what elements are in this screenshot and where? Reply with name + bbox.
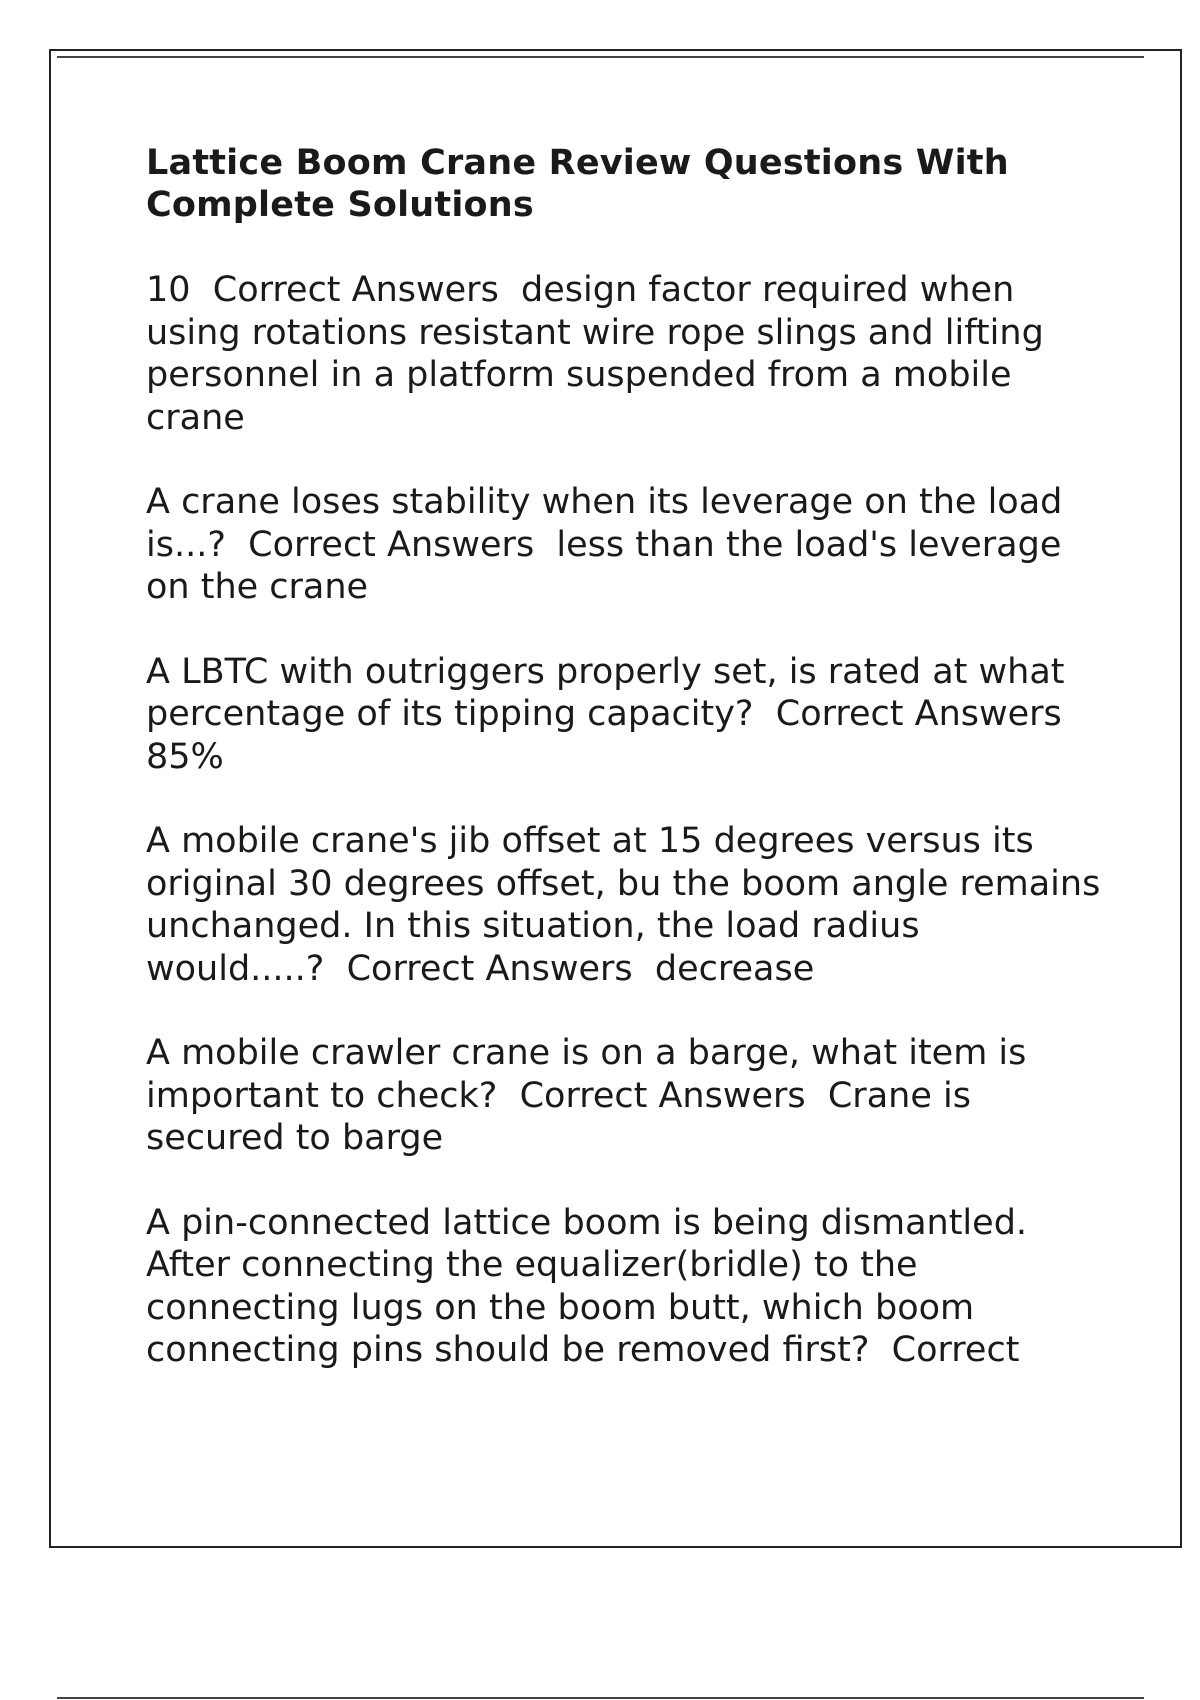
qa-item: A LBTC with outriggers properly set, is rated at what percentage of its tipping capacity? Correct Answers 85%: [146, 651, 1085, 777]
qa-item: A mobile crawler crane is on a barge, what item is important to check? Correct Answers Crane is secured to barge: [146, 1033, 1038, 1158]
document-body: [146, 142, 1112, 1414]
qa-item: A pin-connected lattice boom is being dismantled. After connecting the equalizer(bridle) to the connecting lugs on the boom butt, which boom connecting pins should be removed first? Correct: [146, 1202, 1039, 1370]
qa-item: A crane loses stability when its leverage on the load is...? Correct Answers less than the load's leverage on the crane: [146, 482, 1074, 607]
qa-item: 10 Correct Answers design factor required when using rotations resistant wire rope slings and lifting personnel in a platform suspended from a mobile crane: [146, 270, 1055, 438]
document-title: Lattice Boom Crane Review Questions With Complete Solutions: [146, 143, 1009, 225]
footer-rule: [57, 1697, 1144, 1699]
header-rule: [57, 56, 1144, 58]
qa-item: A mobile crane's jib offset at 15 degrees versus its original 30 degrees offset, bu the boom angle remains unchanged. In this situation, the load radius would.....? Correct Answers decrease: [146, 821, 1112, 989]
